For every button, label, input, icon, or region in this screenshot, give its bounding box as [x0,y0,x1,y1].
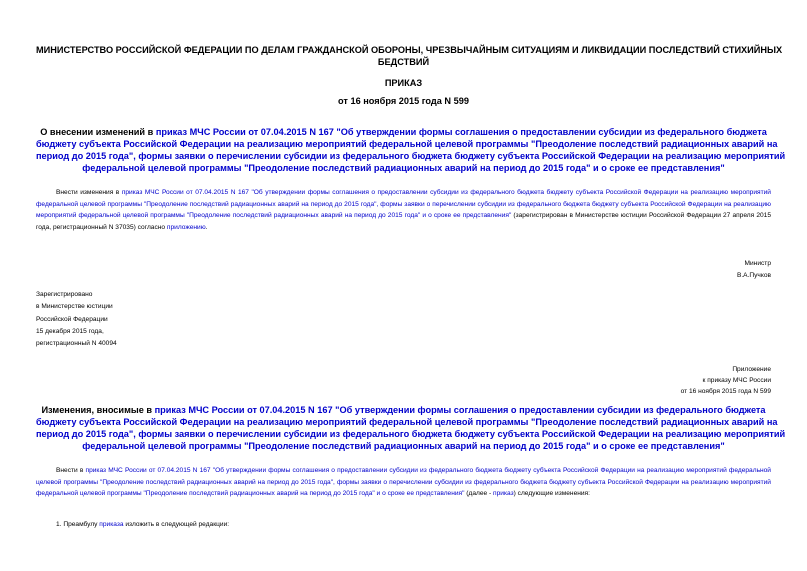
title-line-1 [36,126,771,138]
list-item [56,519,771,531]
body2-suffix: ) следующие изменения: [513,490,590,497]
title-line-4[interactable]: федеральной целевой программы "Преодоление последствий радиационных аварий на период до 2015 года" и о сроке ее представления" [82,163,725,173]
item1-suffix: изложить в следующей редакции: [123,521,230,528]
appendix-title-line-2[interactable]: бюджету субъекта Российской Федерации на реализацию мероприятий федеральной целевой программы "Преодоление последствий радиационных аварий на [36,417,778,427]
body2-order-link[interactable]: приказ МЧС России от 07.04.2015 N 167 "Об утверждении формы соглашения о предоставлении субсидии из федерального бюджета бюджету субъекта Российской Федерации на реализацию мероприятий федеральной целевой программы "Преодоление последствий радиационных аварий на период до 2015 года", формы заявки о перечислении субсидии из федерального бюджета бюджету субъекта Российской Федерации на реализацию мероприятий федеральной целевой программы "Преодоление последствий радиационных аварий на период до 2015 года" и о сроке ее представления" [36,467,771,497]
document-type: ПРИКАЗ [384,78,423,88]
body1-appendix-link[interactable]: приложению [166,223,206,231]
appendix-title-line-4[interactable]: федеральной целевой программы "Преодоление последствий радиационных аварий на период до 2015 года" и о сроке ее представления" [82,441,725,451]
registration-line: в Министерстве юстиции [36,303,113,311]
ministry-name [36,44,783,68]
ministry-line-2: БЕДСТВИЙ [377,57,430,67]
appendix-line-3: от 16 ноября 2015 года N 599 [680,388,771,395]
appendix-header [511,364,771,397]
title-order-link[interactable]: приказ МЧС России от 07.04.2015 N 167 "Об утверждении формы соглашения о предоставлении субсидии из федерального бюджета [155,127,767,137]
body1-middle: (зарегистрирован в Министерстве юстиции Российской Федерации 27 апреля 2015 года, регистрационный N 37035) согласно [36,212,771,231]
body-paragraph-1 [36,187,771,233]
appendix-title [36,404,786,452]
signature-block [571,258,771,282]
body1-order-link[interactable]: приказ МЧС России от 07.04.2015 N 167 "Об утверждении формы соглашения о предоставлении субсидии из федерального бюджета бюджету субъекта Российской Федерации на реализацию мероприятий федеральной целевой программы "Преодоление последствий радиационных аварий на период до 2015 года", формы заявки о перечислении субсидии из федерального бюджета бюджету субъекта Российской Федерации на реализацию мероприятий федеральной целевой программы "Преодоление последствий радиационных аварий на период до 2015 года" и о сроке ее представления" [36,189,771,219]
item1-order-link[interactable]: приказа [99,521,124,528]
registration-line: регистрационный N 40094 [36,340,117,348]
body1-prefix: Внести изменения в [56,189,122,196]
registration-block [36,289,256,350]
body-paragraph-2 [36,465,771,500]
ministry-line-1: МИНИСТЕРСТВО РОССИЙСКОЙ ФЕДЕРАЦИИ ПО ДЕЛАМ ГРАЖДАНСКОЙ ОБОРОНЫ, ЧРЕЗВЫЧАЙНЫМ СИТУАЦИЯМ И ЛИКВИДАЦИИ ПОСЛЕДСТВИЙ СТИХИЙНЫХ [36,45,783,55]
body1-suffix: . [205,223,208,231]
appendix-title-order-link[interactable]: приказ МЧС России от 07.04.2015 N 167 "Об утверждении формы соглашения о предоставлении субсидии из федерального бюджета [154,405,766,415]
signer-name: В.А.Пучков [736,272,771,279]
appendix-line-2: к приказу МЧС России [702,377,771,384]
body2-prefix: Внести в [56,467,86,474]
body2-middle: (далее - [464,490,494,497]
title-line-2[interactable]: бюджету субъекта Российской Федерации на реализацию мероприятий федеральной целевой программы "Преодоление последствий радиационных аварий на [36,139,778,149]
appendix-title-line-1 [36,404,771,416]
registration-line: Зарегистрировано [36,291,93,298]
registration-line: Российской Федерации [36,315,108,323]
title-line-3[interactable]: период до 2015 года", формы заявки о перечислении субсидии из федерального бюджета бюджету субъекта Российской Федерации на реализацию мероприятий [36,151,786,161]
document-title [36,126,786,174]
title-prefix: О внесении изменений в [40,127,156,137]
appendix-line-1: Приложение [732,366,771,373]
body2-short-link[interactable]: приказ [493,490,514,497]
appendix-title-line-3[interactable]: период до 2015 года", формы заявки о перечислении субсидии из федерального бюджета бюджету субъекта Российской Федерации на реализацию мероприятий [36,429,786,439]
document-date: от 16 ноября 2015 года N 599 [338,96,469,106]
appendix-title-prefix: Изменения, вносимые в [41,405,155,415]
item1-prefix: 1. Преамбулу [56,521,100,528]
signer-position: Министр [744,260,771,267]
registration-line: 15 декабря 2015 года, [36,327,104,335]
